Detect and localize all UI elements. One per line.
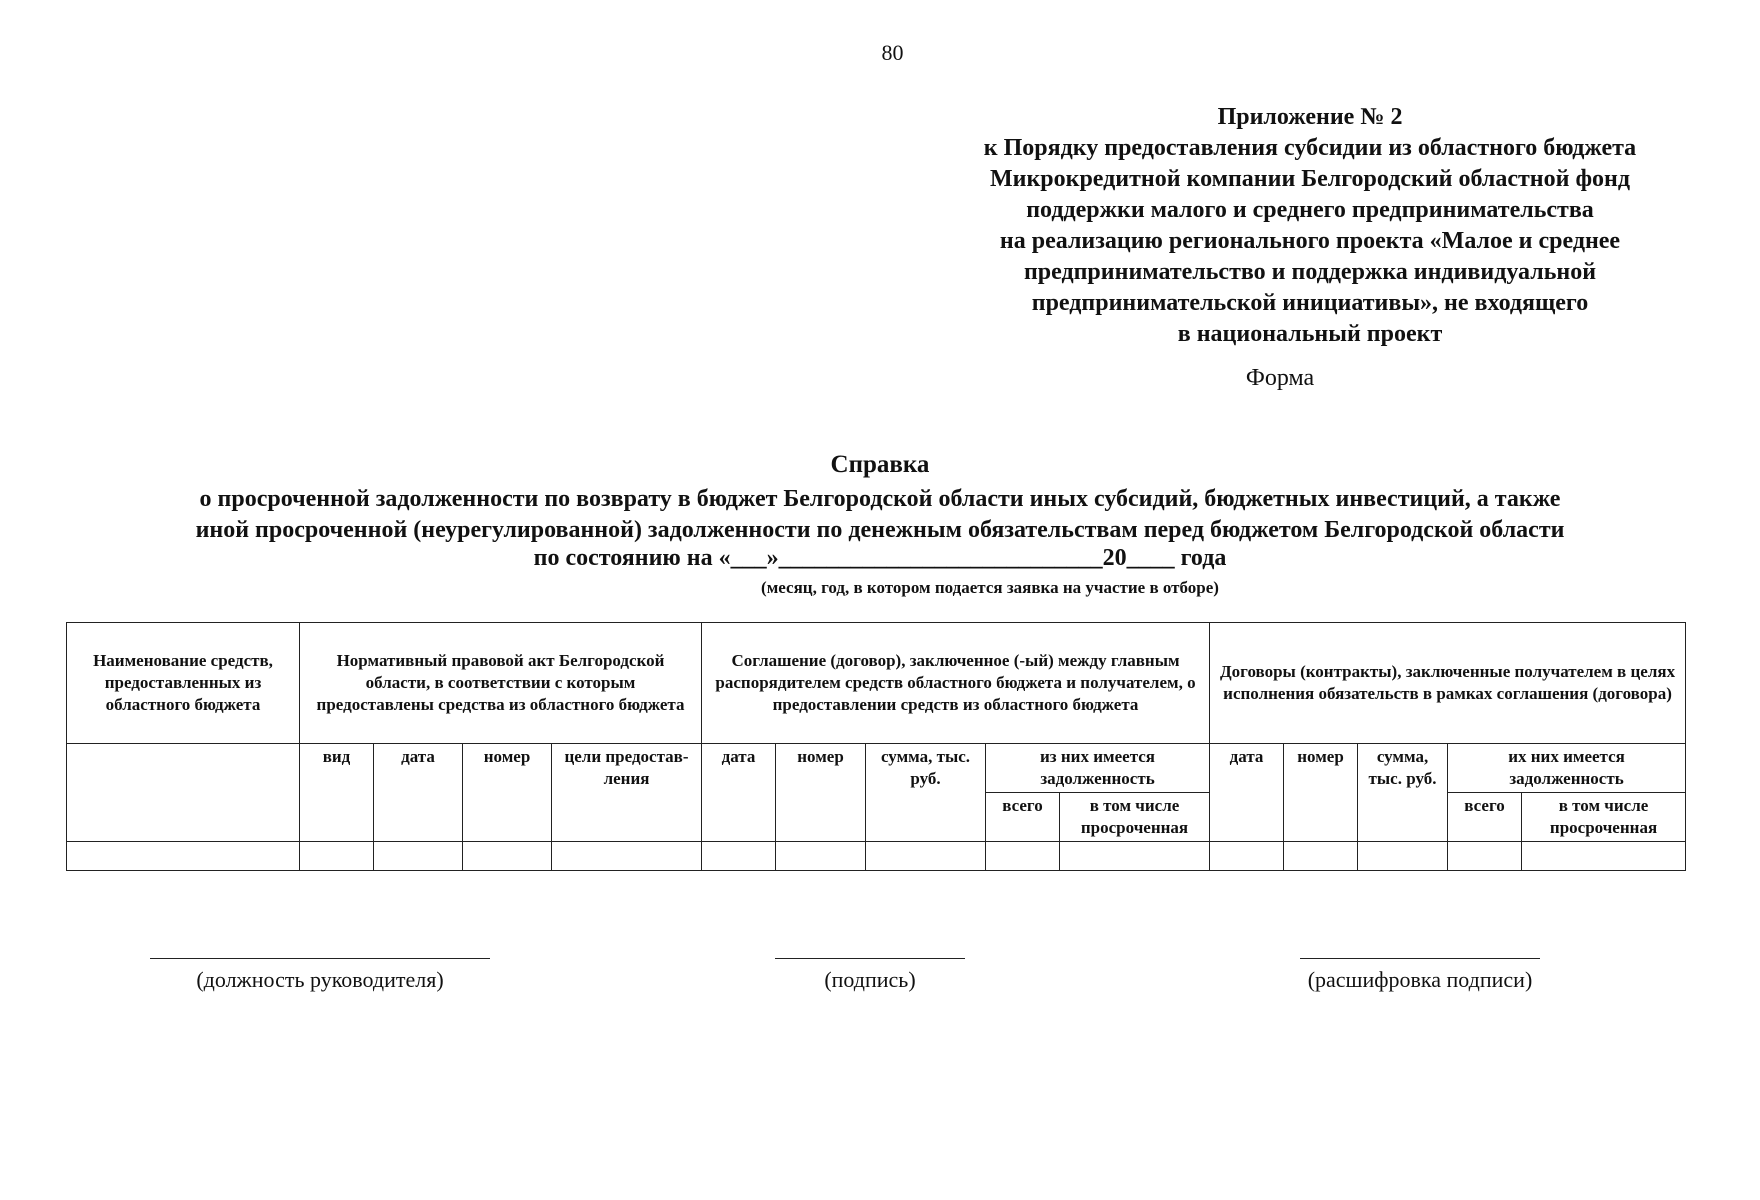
signature-decoding <box>1300 958 1540 993</box>
header-agreement-debt: из них имеется задолженность <box>986 744 1210 793</box>
subtitle-line: иной просроченной (неурегулированной) задолженности по денежным обязательствам перед бюджетом Белгородской области <box>195 517 1565 543</box>
signature-line <box>775 958 965 959</box>
header-agreement-number: номер <box>776 744 866 842</box>
table-subheader-row <box>67 744 1686 793</box>
table-cell <box>776 842 866 871</box>
signature-line <box>150 958 490 959</box>
header-legal-act: Нормативный правовой акт Белгородской области, в соответствии с которым предоставлены средства из областного бюджета <box>300 623 702 744</box>
table-cell <box>67 842 300 871</box>
header-cell-empty <box>67 744 300 842</box>
header-contracts: Договоры (контракты), заключенные получателем в целях исполнения обязательств в рамках соглашения (договора) <box>1210 623 1686 744</box>
header-agreement: Соглашение (договор), заключенное (-ый) между главным распорядителем средств областного бюджета и получателем, о предоставлении средств из областного бюджета <box>702 623 1210 744</box>
appendix-line: предпринимательской инициативы», не входящего <box>1031 290 1589 316</box>
appendix-line: Микрокредитной компании Белгородский областной фонд <box>989 166 1631 192</box>
signature-position-label: (должность руководителя) <box>196 967 444 992</box>
signature-sign <box>775 958 965 993</box>
appendix-line: поддержки малого и среднего предпринимательства <box>1026 197 1594 223</box>
table-cell <box>1358 842 1448 871</box>
table-cell <box>1060 842 1210 871</box>
header-agreement-debt-total: всего <box>986 793 1060 842</box>
document-subtitle <box>70 484 1690 546</box>
table-row <box>67 842 1686 871</box>
appendix-line: предпринимательство и поддержка индивидуальной <box>1023 259 1597 285</box>
signature-position <box>150 958 490 993</box>
table-cell <box>702 842 776 871</box>
table-cell <box>300 842 374 871</box>
header-contract-debt-overdue: в том числе просроченная <box>1522 793 1686 842</box>
header-act-type: вид <box>300 744 374 842</box>
header-agreement-date: дата <box>702 744 776 842</box>
table-cell <box>1210 842 1284 871</box>
signature-sign-label: (подпись) <box>824 967 916 992</box>
header-contract-sum: сумма, тыс. руб. <box>1358 744 1448 842</box>
header-contract-date: дата <box>1210 744 1284 842</box>
table-cell <box>1284 842 1358 871</box>
header-contract-number: номер <box>1284 744 1358 842</box>
table-cell <box>374 842 463 871</box>
header-act-date: дата <box>374 744 463 842</box>
report-table <box>66 622 1686 871</box>
header-funds-name: Наименование средств, предоставленных из областного бюджета <box>67 623 300 744</box>
signature-line <box>1300 958 1540 959</box>
date-line: по состоянию на «___»___________________________20____ года <box>533 545 1227 571</box>
signature-decoding-label: (расшифровка подписи) <box>1307 967 1533 992</box>
table-cell <box>866 842 986 871</box>
table-cell <box>463 842 552 871</box>
table-cell <box>552 842 702 871</box>
appendix-line: в национальный проект <box>1177 321 1443 347</box>
header-agreement-debt-overdue: в том числе просроченная <box>1060 793 1210 842</box>
header-act-goals: цели предостав-ления <box>552 744 702 842</box>
appendix-line: Приложение № 2 <box>1217 104 1403 130</box>
table-header-row <box>67 623 1686 744</box>
appendix-heading <box>880 102 1740 350</box>
table-cell <box>986 842 1060 871</box>
subtitle-line: о просроченной задолженности по возврату в бюджет Белгородской области иных субсидий, бюджетных инвестиций, а также <box>199 486 1561 512</box>
document-title: Справка <box>830 451 930 478</box>
header-contract-debt-total: всего <box>1448 793 1522 842</box>
appendix-line: на реализацию регионального проекта «Малое и среднее <box>999 228 1621 254</box>
appendix-line: к Порядку предоставления субсидии из областного бюджета <box>983 135 1637 161</box>
table-cell <box>1522 842 1686 871</box>
form-label: Форма <box>1245 365 1315 391</box>
header-contract-debt: их них имеется задолженность <box>1448 744 1686 793</box>
page-number: 80 <box>881 40 904 65</box>
header-act-number: номер <box>463 744 552 842</box>
date-hint: (месяц, год, в котором подается заявка на участие в отборе) <box>761 578 1219 597</box>
header-agreement-sum: сумма, тыс. руб. <box>866 744 986 842</box>
table-cell <box>1448 842 1522 871</box>
